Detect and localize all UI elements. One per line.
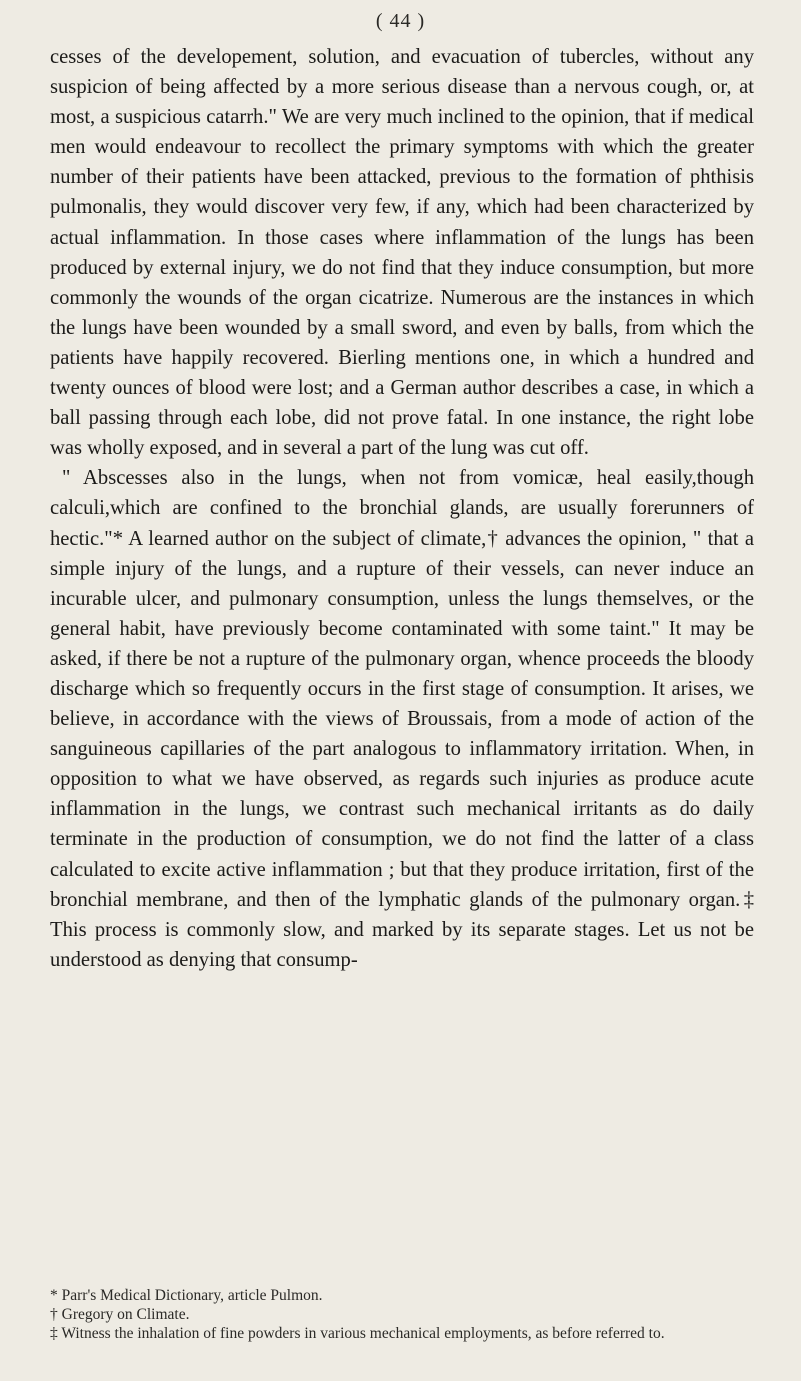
footnote-3: ‡ Witness the inhalation of fine powders in various mechanical employments, as before referred to. [50, 1325, 665, 1342]
paragraph-1: cesses of the developement, solution, and evacuation of tubercles, without any suspicion of being affected by a more serious disease than a nervous cough, or, at most, a suspicious catarrh." We are very much inclined to the opinion, that if medical men would endeavour to recollect the primary symptoms with which the greater number of their patients have been attacked, previous to the formation of phthisis pulmonalis, they would discover very few, if any, which had been characterized by actual inflammation. In those cases where inflammation of the lungs has been produced by external injury, we do not find that they induce consumption, but more commonly the wounds of the organ cicatrize. Numerous are the instances in which the lungs have been wounded by a small sword, and even by balls, from which the patients have happily recovered. Bierling mentions one, in which a hundred and twenty ounces of blood were lost; and a German author describes a case, in which a ball passing through each lobe, did not prove fatal. In one instance, the right lobe was wholly exposed, and in several a part of the lung was cut off. [50, 46, 754, 460]
body-text [50, 42, 754, 975]
footnote-2: † Gregory on Climate. [50, 1306, 190, 1323]
footnote-1: * Parr's Medical Dictionary, article Pulmon. [50, 1287, 323, 1304]
paragraph-2: " Abscesses also in the lungs, when not from vomicæ, heal easily,though calculi,which are confined to the bronchial glands, are usually forerunners of hectic."* A learned author on the subject of climate,† advances the opinion, " that a simple injury of the lungs, and a rupture of their vessels, can never induce an incurable ulcer, and pulmonary consumption, unless the lungs themselves, or the general habit, have previously become contaminated with some taint." It may be asked, if there be not a rupture of the pulmonary organ, whence proceeds the bloody discharge which so frequently occurs in the first stage of consumption. It arises, we believe, in accordance with the views of Broussais, from a mode of action of the sanguineous capillaries of the part analogous to inflammatory irritation. When, in opposition to what we have observed, as regards such injuries as produce acute inflammation in the lungs, we contrast such mechanical irritants as do daily terminate in the production of consumption, we do not find the latter of a class calculated to excite active inflammation ; but that they produce irritation, first of the bronchial membrane, and then of the lymphatic glands of the pulmonary organ.‡ This process is commonly slow, and marked by its separate stages. Let us not be understood as denying that consump- [50, 467, 754, 971]
page-number: ( 44 ) [375, 10, 426, 32]
footnotes [50, 1286, 754, 1343]
